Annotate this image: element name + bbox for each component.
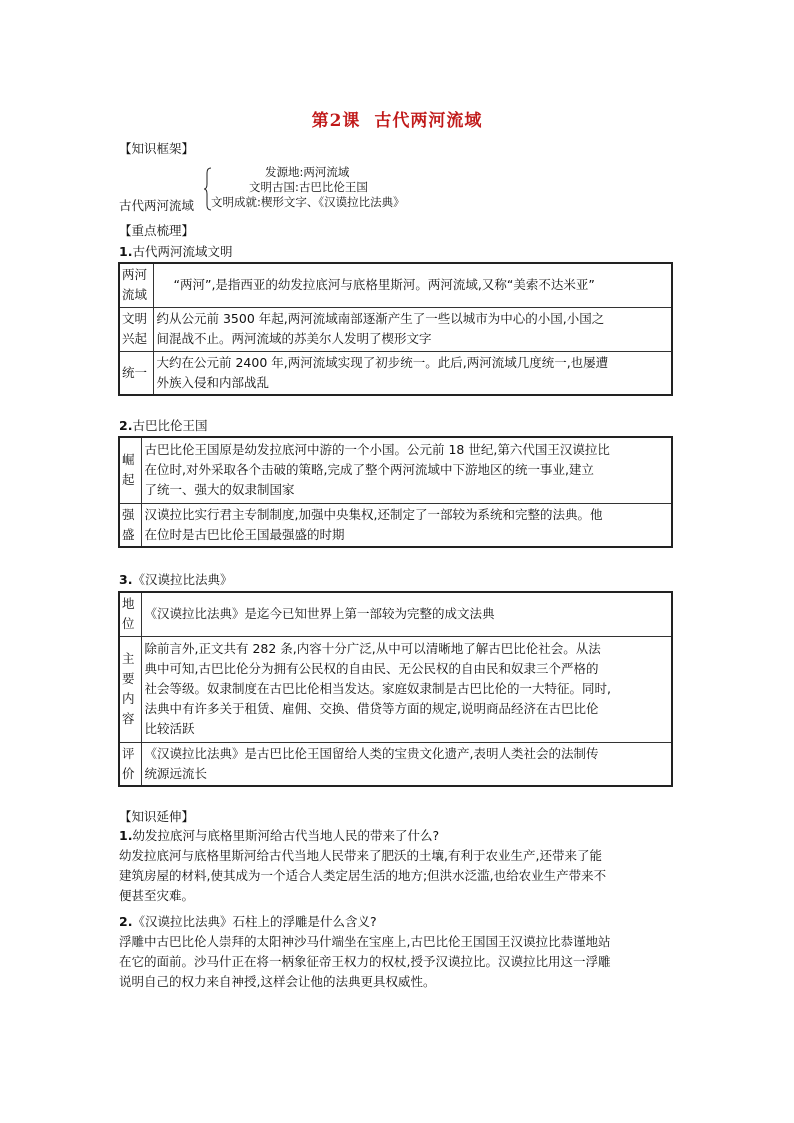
civilization-table <box>118 262 673 396</box>
framework-branch: 文明成就:楔形文字、《汉谟拉比法典》 <box>211 195 405 209</box>
row-label: 统一 <box>119 351 153 395</box>
framework-root: 古代两河流域 <box>119 198 195 213</box>
row-label: 主 要 内 容 <box>119 636 141 742</box>
section-name: 古巴比伦王国 <box>132 418 208 433</box>
answer: 幼发拉底河与底格里斯河给古代当地人民带来了肥沃的土壤,有利于农业生产,还带来了能 建筑房屋的材料,使其成为一个适合人类定居生活的地方;但洪水泛滥,也给农业生产带来不 便甚至灾难。 <box>119 848 607 903</box>
question-text: 《汉谟拉比法典》石柱上的浮雕是什么含义? <box>132 914 377 929</box>
question-number: 1. <box>119 828 133 843</box>
row-content: “两河”,是指西亚的幼发拉底河与底格里斯河。两河流域,又称“美索不达米亚” <box>153 263 672 307</box>
review-heading: 【重点梳理】 <box>119 223 195 238</box>
section-number: 2. <box>119 418 133 433</box>
row-content: 古巴比伦王国原是幼发拉底河中游的一个小国。公元前 18 世纪,第六代国王汉谟拉比 在位时,对外采取各个击破的策略,完成了整个两河流域中下游地区的统一事业,建立 了统一、强大的奴隶制国家 <box>141 437 672 503</box>
answer: 浮雕中古巴比伦人崇拜的太阳神沙马什端坐在宝座上,古巴比伦王国国王汉谟拉比恭谨地站 在它的面前。沙马什正在将一柄象征帝王权力的权杖,授予汉谟拉比。汉谟拉比用这一浮雕 说明自己的权力来自神授,这样会让他的法典更具权威性。 <box>119 934 611 989</box>
section-number: 3. <box>119 572 133 587</box>
row-label: 两河 流域 <box>119 263 153 307</box>
row-label: 崛 起 <box>119 437 141 503</box>
section-name: 古代两河流域文明 <box>132 244 233 259</box>
lesson-name: 古代两河流域 <box>374 111 483 131</box>
code-table <box>118 591 673 787</box>
page-title <box>0 106 794 131</box>
question-number: 2. <box>119 914 133 929</box>
row-content: 汉谟拉比实行君主专制制度,加强中央集权,还制定了一部较为系统和完整的法典。他 在位时是古巴比伦王国最强盛的时期 <box>141 503 672 547</box>
lesson-number: 第2课 <box>311 111 361 131</box>
row-label: 文明 兴起 <box>119 307 153 351</box>
table-row <box>119 636 672 742</box>
row-content: 《汉谟拉比法典》是古巴比伦王国留给人类的宝贵文化遗产,表明人类社会的法制传 统源远流长 <box>141 742 672 786</box>
row-label: 强 盛 <box>119 503 141 547</box>
table-row <box>119 503 672 547</box>
brace-icon <box>204 167 212 211</box>
table-row <box>119 307 672 351</box>
row-label: 评 价 <box>119 742 141 786</box>
framework-branch: 文明古国:古巴比伦王国 <box>249 180 368 194</box>
table-row <box>119 351 672 395</box>
section-number: 1. <box>119 244 133 259</box>
row-content: 除前言外,正文共有 282 条,内容十分广泛,从中可以清晰地了解古巴比伦社会。从法 典中可知,古巴比伦分为拥有公民权的自由民、无公民权的自由民和奴隶三个严格的 社会等级。奴隶制度在古巴比伦相当发达。家庭奴隶制是古巴比伦的一大特征。同时, 法典中有许多关于租赁、雇佣、交换、借贷等方面的规定,说明商品经济在古巴比伦 比较活跃 <box>141 636 672 742</box>
framework-branch: 发源地:两河流域 <box>265 165 350 179</box>
table-row <box>119 592 672 636</box>
section-title <box>119 243 232 261</box>
question-text: 幼发拉底河与底格里斯河给古代当地人民的带来了什么? <box>132 828 440 843</box>
question <box>119 826 439 846</box>
section-name: 《汉谟拉比法典》 <box>132 572 233 587</box>
question <box>119 912 377 932</box>
row-content: 《汉谟拉比法典》是迄今已知世界上第一部较为完整的成文法典 <box>141 592 672 636</box>
table-row <box>119 437 672 503</box>
extension-heading: 【知识延伸】 <box>119 809 195 824</box>
framework-heading: 【知识框架】 <box>119 141 195 156</box>
row-content: 大约在公元前 2400 年,两河流域实现了初步统一。此后,两河流域几度统一,也屡遭 外族入侵和内部战乱 <box>153 351 672 395</box>
row-label: 地 位 <box>119 592 141 636</box>
table-row <box>119 742 672 786</box>
section-title <box>119 571 232 589</box>
row-content: 约从公元前 3500 年起,两河流域南部逐渐产生了一些以城市为中心的小国,小国之 间混战不止。两河流域的苏美尔人发明了楔形文字 <box>153 307 672 351</box>
table-row <box>119 263 672 307</box>
babylon-table <box>118 436 673 548</box>
section-title <box>119 417 207 435</box>
